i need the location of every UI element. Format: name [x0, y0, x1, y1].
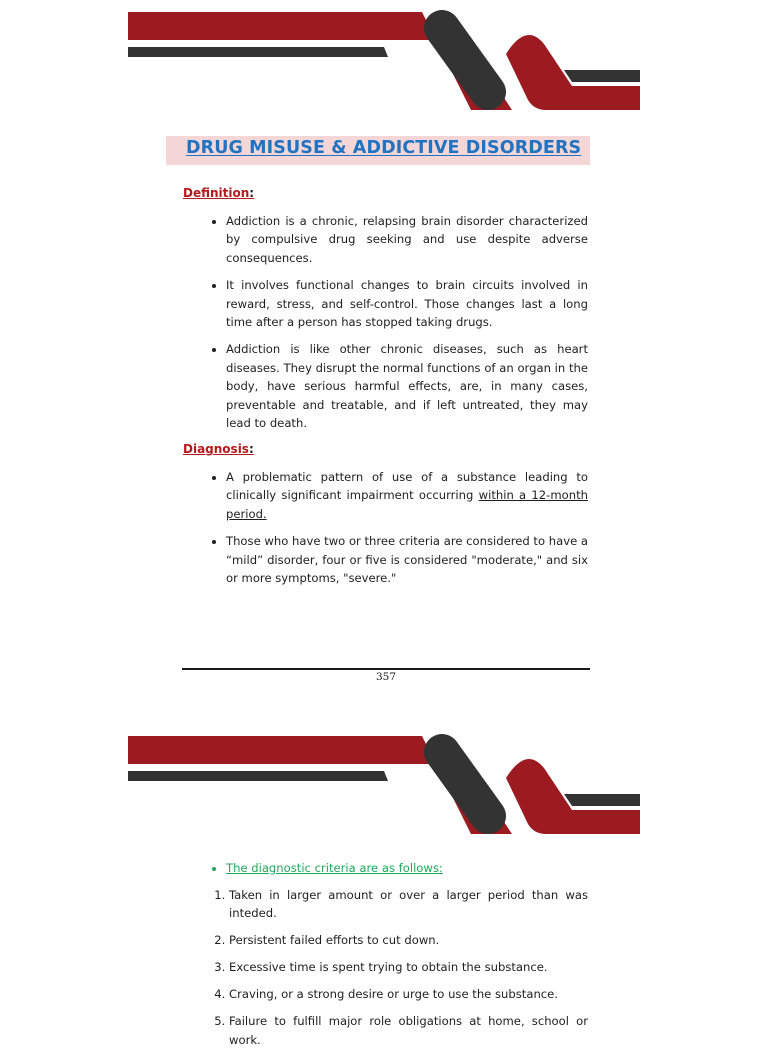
list-item: 5. Failure to fulfill major role obligations at home, school or work.: [229, 1012, 588, 1049]
banner-dark-stripe-right: [564, 70, 640, 82]
page-number: 357: [375, 671, 397, 683]
list-item: 2. Persistent failed efforts to cut down.: [229, 931, 588, 949]
list-item: • It involves functional changes to brain circuits involved in reward, stress, and self-control. Those changes last a long time after a person has stopped taking drugs.: [226, 276, 588, 331]
header-banner-graphic: [126, 10, 642, 110]
footer-divider: [182, 668, 590, 670]
banner-dark-stripe-left: [128, 771, 388, 781]
page-title: DRUG MISUSE & ADDICTIVE DISORDERS: [186, 138, 582, 158]
list-item: • Addiction is like other chronic diseases, such as heart diseases. They disrupt the normal functions of an organ in the body, have serious harmful effects, are, in many cases, preventable and treatable, and if left untreated, they may lead to death.: [226, 340, 588, 432]
definition-heading: Definition:: [183, 186, 255, 200]
banner-dark-diagonal: [442, 752, 488, 816]
list-item: • Those who have two or three criteria are considered to have a “mild” disorder, four or five is considered "moderate," and six or more symptoms, "severe.": [226, 532, 588, 587]
list-item: • Addiction is a chronic, relapsing brain disorder characterized by compulsive drug seeking and use despite adverse consequences.: [226, 212, 588, 267]
list-item: 3. Excessive time is spent trying to obtain the substance.: [229, 958, 588, 976]
criteria-intro-list: [183, 859, 588, 877]
diagnosis-list: [183, 468, 588, 596]
list-item: • A problematic pattern of use of a substance leading to clinically significant impairment occurring within a 12-month period.: [226, 468, 588, 523]
list-item: 1. Taken in larger amount or over a larger period than was inteded.: [229, 886, 588, 923]
criteria-list: [183, 886, 588, 1058]
banner-dark-diagonal: [442, 28, 488, 92]
criteria-intro: • The diagnostic criteria are as follows:: [226, 859, 588, 877]
definition-list: [183, 212, 588, 441]
banner-dark-stripe-left: [128, 47, 388, 57]
list-item: 4. Craving, or a strong desire or urge to use the substance.: [229, 985, 588, 1003]
banner-dark-stripe-right: [564, 794, 640, 806]
diagnosis-heading: Diagnosis:: [183, 442, 254, 456]
header-banner-graphic: [126, 734, 642, 834]
